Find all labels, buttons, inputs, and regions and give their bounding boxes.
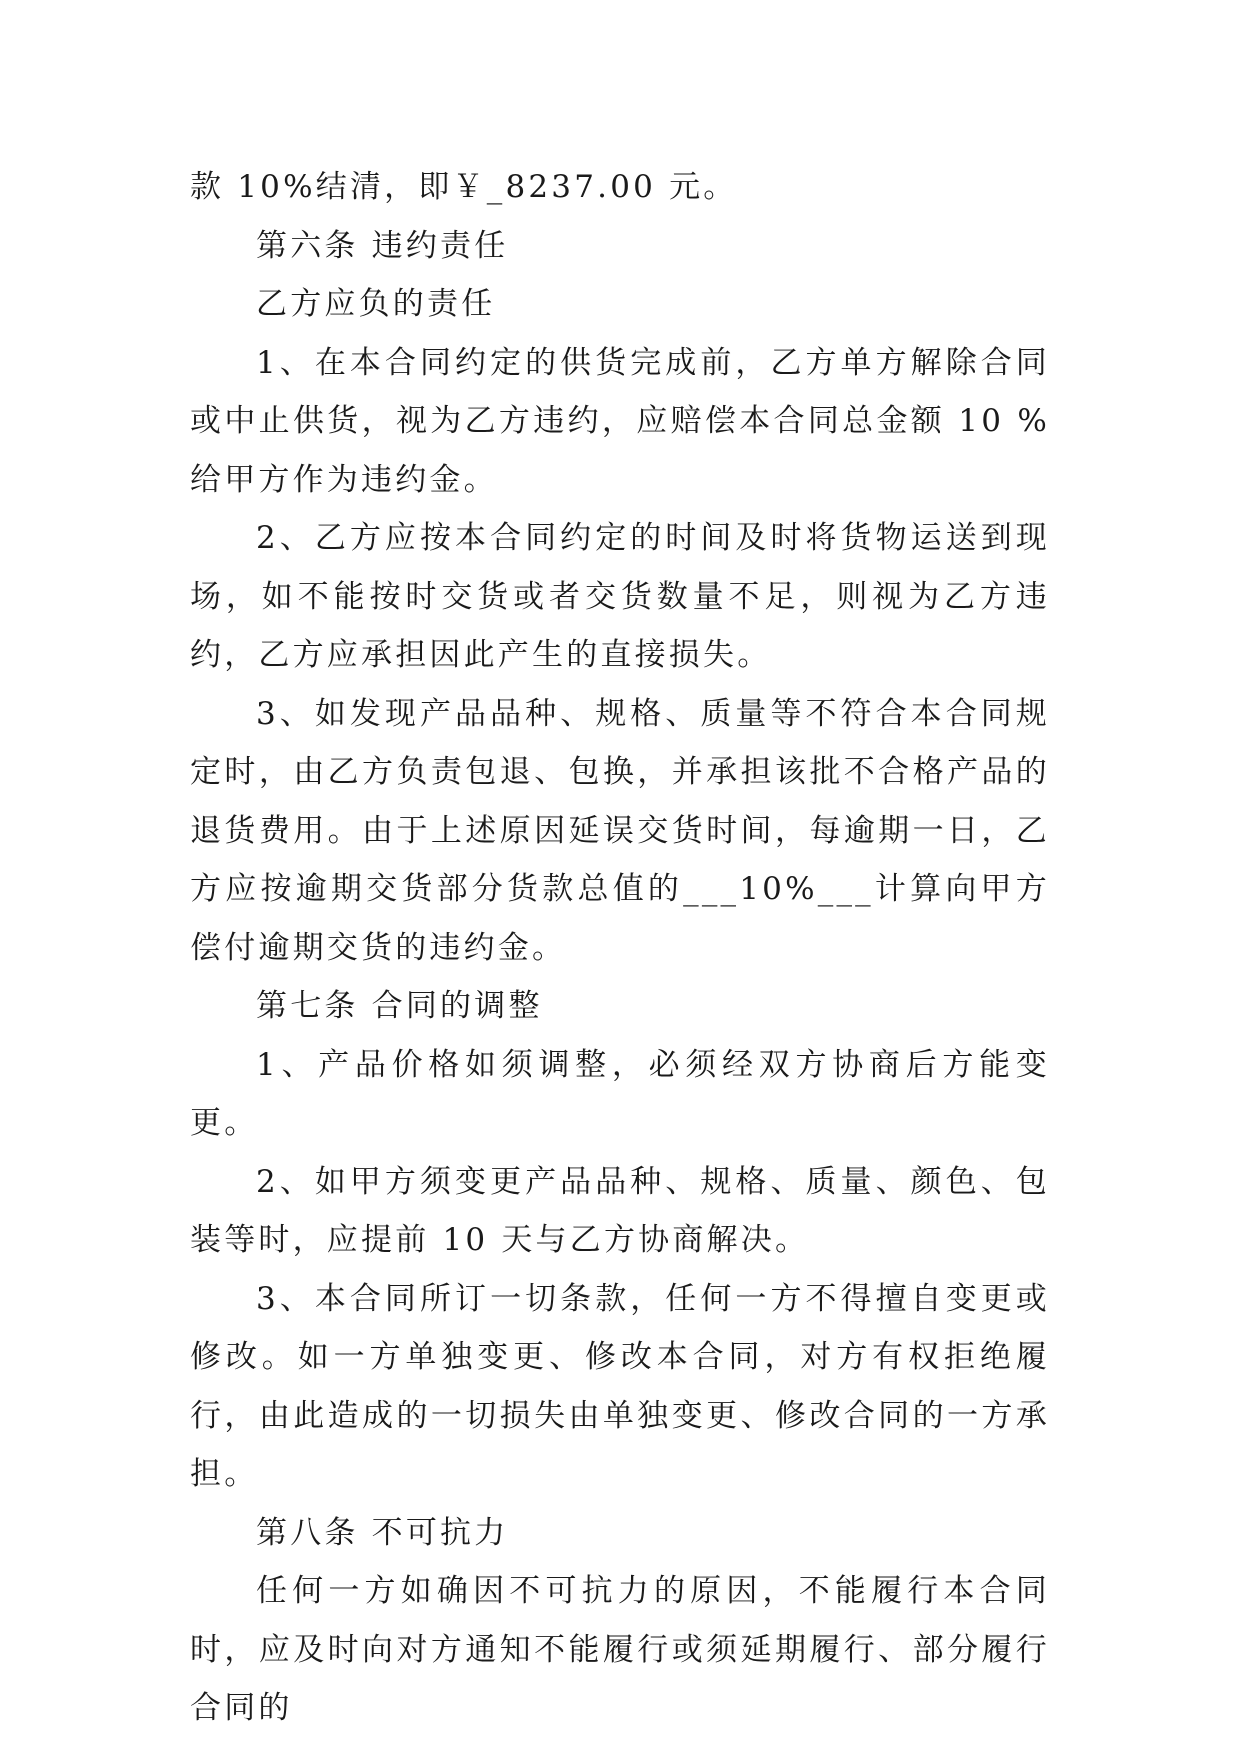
- paragraph-liability-2: 2、乙方应按本合同约定的时间及时将货物运送到现场，如不能按时交货或者交货数量不足，则视为乙方违约，乙方应承担因此产生的直接损失。: [190, 520, 1050, 673]
- document-body: [190, 158, 1050, 1738]
- paragraph-liability-1: 1、在本合同约定的供货完成前，乙方单方解除合同或中止供货，视为乙方违约，应赔偿本合同总金额 10 %给甲方作为违约金。: [190, 344, 1050, 498]
- heading-article-6: 第六条 违约责任: [256, 227, 509, 264]
- heading-article-8: 第八条 不可抗力: [256, 1514, 509, 1551]
- paragraph-adjustment-2: 2、如甲方须变更产品品种、规格、质量、颜色、包装等时，应提前 10 天与乙方协商解决。: [190, 1163, 1050, 1258]
- paragraph-liability-3: 3、如发现产品品种、规格、质量等不符合本合同规定时，由乙方负责包退、包换，并承担该批不合格产品的退货费用。由于上述原因延误交货时间，每逾期一日，乙方应按逾期交货部分货款总值的___10%___计算向甲方偿付逾期交货的违约金。: [190, 695, 1050, 966]
- paragraph-payment-balance: 款 10%结清，即￥_8237.00 元。: [190, 169, 738, 205]
- subheading-party-b-liability: 乙方应负的责任: [256, 286, 496, 322]
- paragraph-force-majeure: 任何一方如确因不可抗力的原因，不能履行本合同时，应及时向对方通知不能履行或须延期履行、部分履行合同的: [190, 1573, 1050, 1726]
- paragraph-adjustment-1: 1、产品价格如须调整，必须经双方协商后方能变更。: [190, 1046, 1050, 1141]
- paragraph-adjustment-3: 3、本合同所订一切条款，任何一方不得擅自变更或修改。如一方单独变更、修改本合同，对方有权拒绝履行，由此造成的一切损失由单独变更、修改合同的一方承担。: [190, 1280, 1050, 1492]
- heading-article-7: 第七条 合同的调整: [256, 988, 543, 1024]
